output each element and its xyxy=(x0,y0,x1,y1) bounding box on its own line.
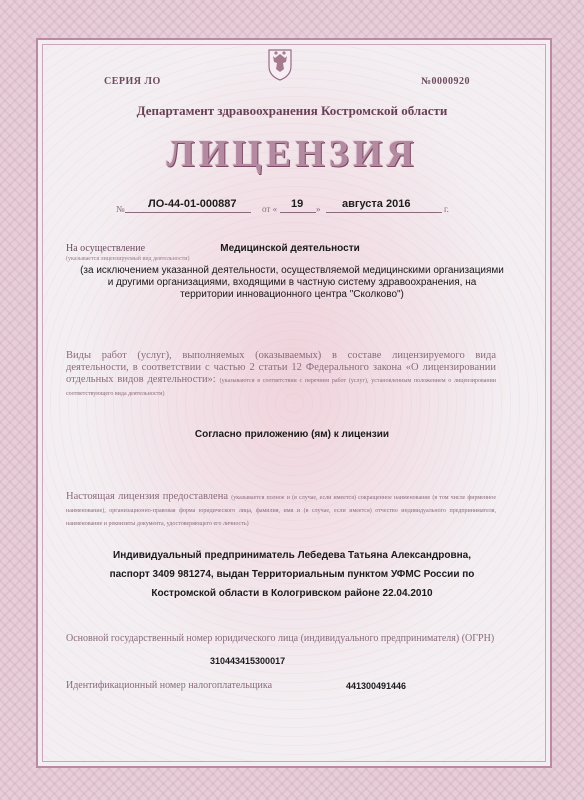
licensee-line-1: Индивидуальный предприниматель Лебедева Татьяна Александровна, xyxy=(113,550,471,561)
year-suffix: г. xyxy=(444,204,449,214)
licensee-line-3: Костромской области в Кологривском районе 22.04.2010 xyxy=(151,588,433,599)
licensee-block xyxy=(66,491,496,530)
works-statement: Виды работ (услуг), выполняемых (оказываемых) в составе лицензируемого вида деятельности, в соответствии с частью 2 статьи 12 Федерального закона «О лицензировании отдельных видов деятельности»: xyxy=(66,350,496,385)
date-from-label: от « xyxy=(262,204,278,214)
licensee-line-2: паспорт 3409 981274, выдан Территориальным пунктом УФМС России по xyxy=(109,569,475,580)
issuing-authority: Департамент здравоохранения Костромской области xyxy=(136,103,448,118)
number-underline xyxy=(125,212,251,213)
license-form-number: №0000920 xyxy=(420,76,470,87)
document-title: ЛИЦЕНЗИЯ xyxy=(166,133,418,175)
number-label: № xyxy=(116,204,125,214)
inn-label: Идентификационный номер налогоплательщика xyxy=(66,680,273,691)
works-value: Согласно приложению (ям) к лицензии xyxy=(194,429,390,440)
works-note: (указываются в соответствии с перечнем работ (услуг), установленным положением о лицензировании соответствующего вида деятельности) xyxy=(66,378,497,397)
license-series: СЕРИЯ ЛО xyxy=(104,76,161,87)
inn-value: 441300491446 xyxy=(346,681,407,691)
activity-note: (указывается лицензируемый вид деятельности) xyxy=(66,256,190,262)
activity-value: Медицинской деятельности xyxy=(220,243,360,254)
license-day: 19 xyxy=(291,198,304,210)
licensee-note: (указывается полное и (в случае, если имеется) сокращенное наименование (в том числе фирменное наименование), организационно-правовая форма юридического лица, фамилия, имя и (в случае, если имеется) отчество индивидуального предпринимателя, наименование и реквизиты документа, удостоверяющего его личность) xyxy=(66,495,496,527)
coat-of-arms-icon xyxy=(265,44,295,82)
license-number: ЛО-44-01-000887 xyxy=(148,198,237,210)
license-month-year: августа 2016 xyxy=(342,198,411,210)
licensee-details xyxy=(60,546,524,603)
day-underline xyxy=(280,212,316,213)
activity-label: На осуществление xyxy=(66,243,146,254)
works-text xyxy=(66,350,496,400)
registration-row xyxy=(0,198,584,218)
month-underline xyxy=(326,212,442,213)
licensee-label: Настоящая лицензия предоставлена xyxy=(66,491,228,502)
activity-exclusion: (за исключением указанной деятельности, осуществляемой медицинскими организациями и другими организациями, входящими в частную систему здравоохранения, на территории инновационного центра "Сколково") xyxy=(80,265,504,300)
ogrn-label: Основной государственный номер юридического лица (индивидуального предпринимателя) (ОГРН) xyxy=(66,633,495,644)
day-close-quote: » xyxy=(316,204,321,214)
ogrn-value: 310443415300017 xyxy=(210,656,286,666)
